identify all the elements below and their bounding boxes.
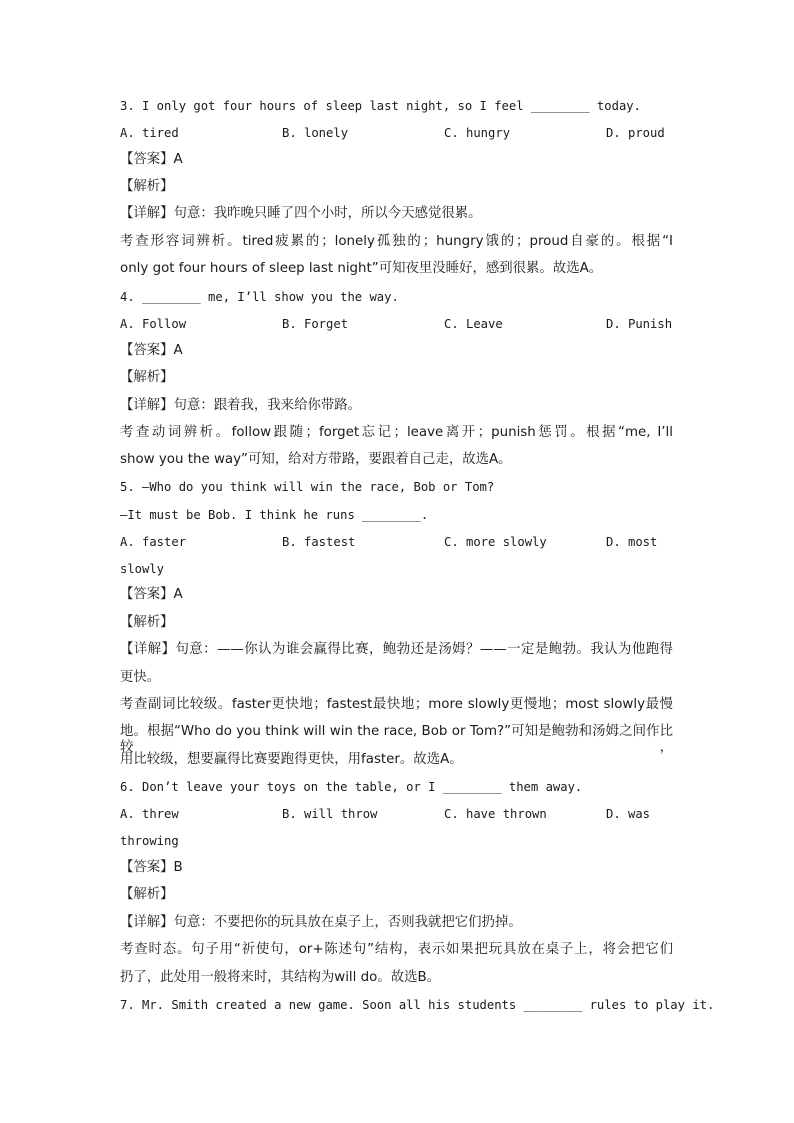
q3-option-d: D. proud — [606, 126, 665, 140]
q5-stem-line1: 5. —Who do you think will win the race, Bob or Tom? — [120, 480, 495, 494]
q4-option-c: C. Leave — [444, 317, 503, 331]
q5-explain-line3: 用比较级，想要赢得比赛要跑得更快，用faster。故选A。 — [120, 752, 463, 767]
q3-option-c: C. hungry — [444, 126, 511, 140]
q6-analysis-heading: 【解析】 — [120, 887, 174, 902]
q6-answer: 【答案】B — [120, 860, 183, 875]
q4-answer: 【答案】A — [120, 343, 183, 358]
q5-option-d-wrap: slowly — [120, 562, 165, 576]
q5-option-d: D. most — [606, 535, 658, 549]
q7-stem: 7. Mr. Smith created a new game. Soon all his students ________ rules to play it. — [120, 998, 715, 1012]
q6-option-d: D. was — [606, 807, 651, 821]
q3-explain-line1: 考查形容词辨析。tired疲累的；lonely孤独的；hungry饿的；proud自豪的。根据“I — [120, 234, 673, 249]
q5-option-c: C. more slowly — [444, 535, 547, 549]
q6-detail: 【详解】句意：不要把你的玩具放在桌子上，否则我就把它们扔掉。 — [120, 915, 522, 930]
q3-detail: 【详解】句意：我昨晚只睡了四个小时，所以今天感觉很累。 — [120, 206, 482, 221]
q5-option-a: A. faster — [120, 535, 187, 549]
q5-detail-line1: 【详解】句意：——你认为谁会赢得比赛，鲍勃还是汤姆？——一定是鲍勃。我认为他跑得 — [120, 642, 673, 657]
q3-option-a: A. tired — [120, 126, 179, 140]
q5-explain-line1: 考查副词比较级。faster更快地；fastest最快地；more slowly更慢地；most slowly最慢 — [120, 697, 673, 712]
q6-option-b: B. will throw — [282, 807, 378, 821]
q6-stem: 6. Don’t leave your toys on the table, or I ________ them away. — [120, 780, 583, 794]
q6-option-c: C. have thrown — [444, 807, 547, 821]
q5-option-b: B. fastest — [282, 535, 356, 549]
q4-analysis-heading: 【解析】 — [120, 370, 174, 385]
q4-option-b: B. Forget — [282, 317, 349, 331]
q4-explain-line1: 考查动词辨析。follow跟随；forget忘记；leave离开；punish惩罚。根据“me, I’ll — [120, 425, 673, 440]
q4-option-d: D. Punish — [606, 317, 673, 331]
q4-detail: 【详解】句意：跟着我，我来给你带路。 — [120, 398, 362, 413]
q5-stem-line2: —It must be Bob. I think he runs ________. — [120, 508, 429, 522]
q4-option-a: A. Follow — [120, 317, 187, 331]
q6-option-a: A. threw — [120, 807, 179, 821]
q5-analysis-heading: 【解析】 — [120, 615, 174, 630]
q4-explain-line2: show you the way”可知，给对方带路，要跟着自己走，故选A。 — [120, 452, 512, 467]
q3-explain-line2: only got four hours of sleep last night”可知夜里没睡好，感到很累。故选A。 — [120, 261, 603, 276]
q6-option-d-wrap: throwing — [120, 834, 179, 848]
q5-detail-line2: 更快。 — [120, 670, 161, 685]
q5-answer: 【答案】A — [120, 587, 183, 602]
q3-answer: 【答案】A — [120, 152, 183, 167]
q6-explain-line2: 扔了，此处用一般将来时，其结构为will do。故选B。 — [120, 970, 441, 985]
q3-analysis-heading: 【解析】 — [120, 179, 174, 194]
q5-explain-line2: 地。根据“Who do you think will win the race, Bob or Tom?”可知是鲍勃和汤姆之间作比较， — [120, 724, 673, 755]
q3-stem: 3. I only got four hours of sleep last night, so I feel ________ today. — [120, 99, 641, 113]
q4-stem: 4. ________ me, I’ll show you the way. — [120, 290, 399, 304]
q3-option-b: B. lonely — [282, 126, 349, 140]
q6-explain-line1: 考查时态。句子用“祈使句，or+陈述句”结构，表示如果把玩具放在桌子上，将会把它们 — [120, 942, 673, 957]
